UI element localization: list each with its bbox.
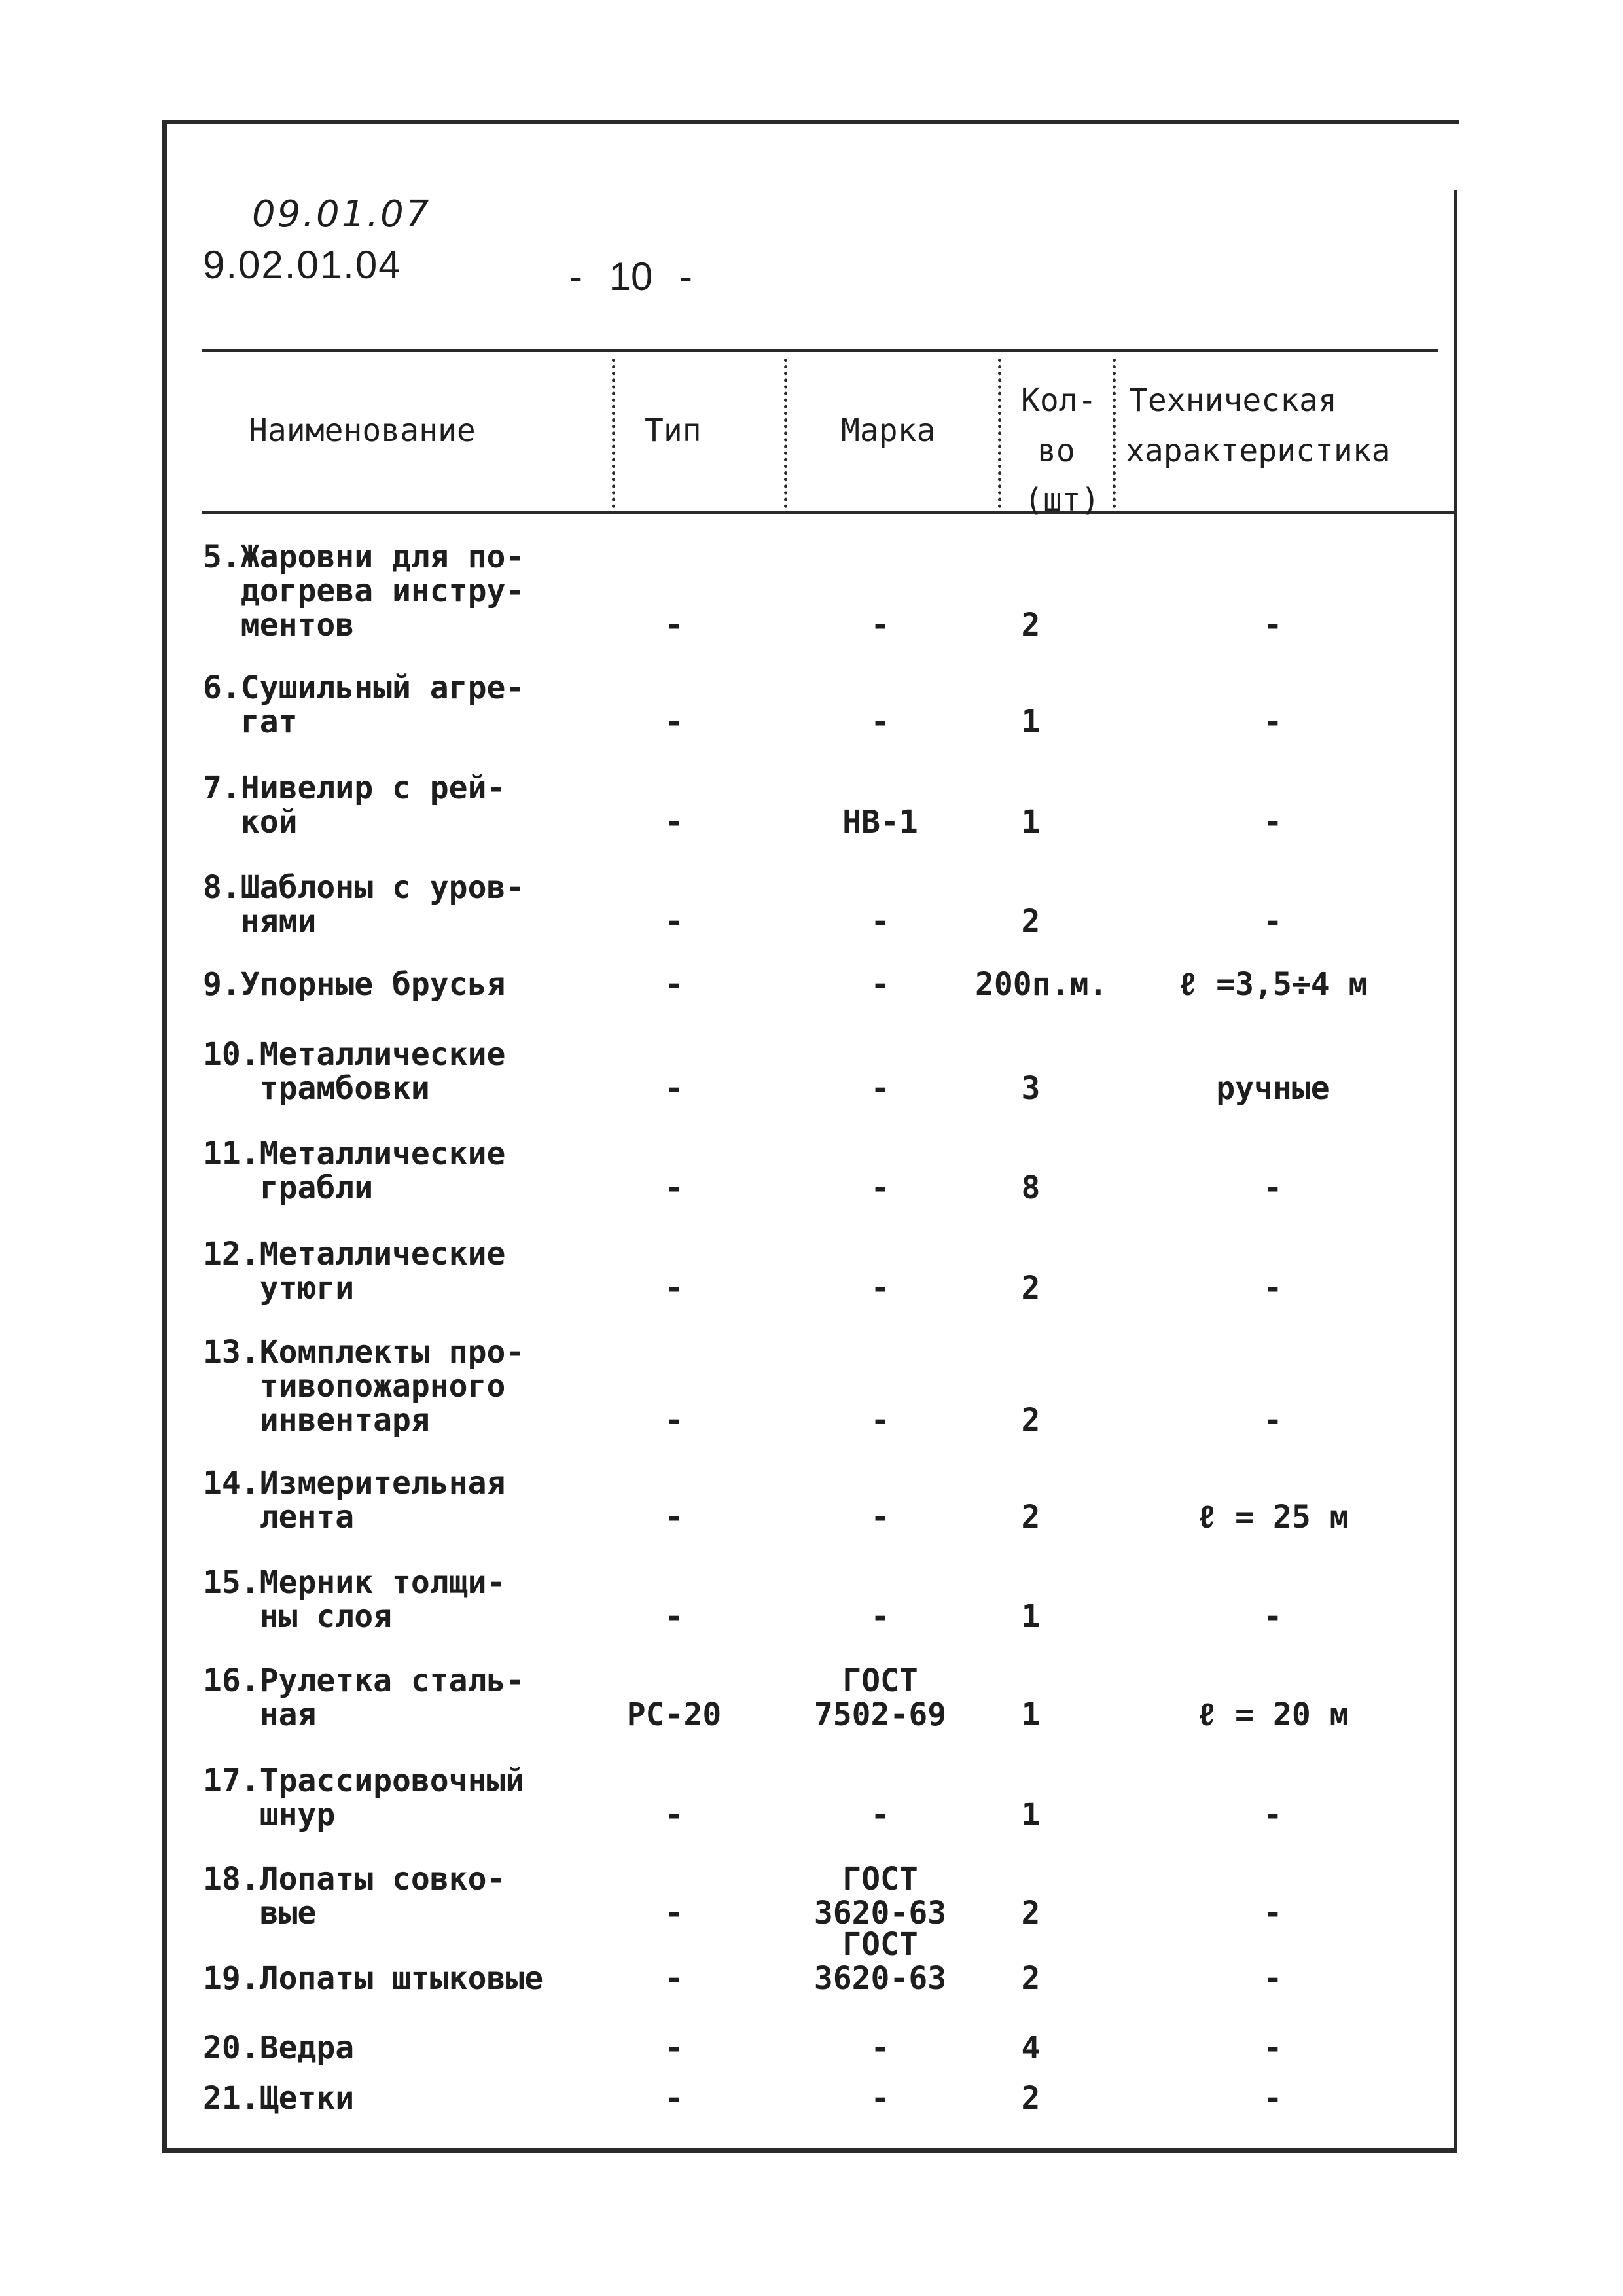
item-name: 14.Измерительная лента [203,1465,506,1535]
item-name: 15.Мерник толщи- ны слоя [203,1564,506,1635]
item-spec: - [1263,607,1283,643]
item-spec: - [1263,903,1283,940]
item-name: 8.Шаблоны с уров- нями [203,869,525,940]
item-quantity: 1 [1021,1598,1041,1635]
item-type: - [664,1402,684,1439]
item-spec: - [1263,1270,1283,1306]
item-spec: ℓ = 25 м [1197,1499,1349,1535]
item-name: 10.Металлические трамбовки [203,1036,506,1107]
item-spec: - [1263,1797,1283,1833]
item-type: - [664,1170,684,1206]
item-type: - [664,804,684,840]
item-brand: - [870,1402,890,1439]
item-spec: ручные [1216,1070,1330,1107]
item-quantity: 8 [1021,1170,1041,1206]
item-quantity: 1 [1021,804,1041,840]
item-quantity: 2 [1021,1499,1041,1535]
item-quantity: 2 [1021,2080,1041,2117]
item-name: 5.Жаровни для по- догрева инстру- ментов [203,539,525,643]
item-spec: ℓ = 20 м [1197,1696,1349,1733]
item-name: 9.Упорные брусья [203,966,506,1003]
item-type: - [664,1270,684,1306]
item-brand: - [870,1598,890,1635]
item-type: - [664,704,684,740]
column-separator [612,359,615,508]
frame-top-border [162,120,1459,124]
item-brand: - [870,1499,890,1535]
item-type: - [664,966,684,1003]
item-spec: - [1263,1598,1283,1635]
item-quantity: 2 [1021,903,1041,940]
item-brand: - [870,1270,890,1306]
column-separator [1113,359,1116,508]
item-type: - [664,1598,684,1635]
item-type: - [664,903,684,940]
column-header-qty-line: (шт) [1024,482,1100,518]
item-brand: - [870,1070,890,1107]
item-name: 6.Сушильный агре- гат [203,670,525,740]
item-brand: - [870,966,890,1003]
document-code-handwritten: 09.01.07 [252,193,431,236]
item-quantity: 1 [1021,1696,1041,1733]
item-spec: - [1263,1402,1283,1439]
item-type: - [664,607,684,643]
item-brand: - [870,607,890,643]
column-header-qty-line: во [1037,433,1075,469]
item-spec: - [1263,2080,1283,2117]
item-spec: - [1263,2030,1283,2066]
document-code: 9.02.01.04 [203,243,402,287]
item-type: - [664,1070,684,1107]
item-type: - [664,1499,684,1535]
column-separator [784,359,787,508]
frame-right-border [1454,190,1457,2153]
frame-bottom-border [162,2148,1457,2153]
item-name: 13.Комплекты про- тивопожарного инвентаря [203,1334,525,1439]
column-header-spec-line: Техническая [1129,382,1337,419]
item-name: 11.Металлические грабли [203,1136,506,1206]
item-quantity: 2 [1021,1402,1041,1439]
item-spec: - [1263,804,1283,840]
item-brand: НВ-1 [842,804,918,840]
item-type: - [664,1960,684,1997]
item-spec: ℓ =3,5÷4 м [1178,966,1368,1003]
item-type: - [664,2030,684,2066]
item-quantity: 2 [1021,1895,1041,1931]
item-quantity: 200п.м. [975,966,1108,1003]
item-quantity: 1 [1021,1797,1041,1833]
item-name: 21.Щетки [203,2080,355,2117]
item-type: - [664,1895,684,1931]
table-header-rule [202,511,1455,514]
item-quantity: 2 [1021,1270,1041,1306]
item-quantity: 2 [1021,1960,1041,1997]
column-header-qty-line: Кол- [1021,382,1097,419]
item-brand: - [870,2030,890,2066]
page-number: - 10 - [569,255,693,298]
item-spec: - [1263,1960,1283,1997]
item-name: 7.Нивелир с рей- кой [203,770,506,840]
column-header-spec-line: характеристика [1126,433,1391,469]
item-brand: ГОСТ 3620-63 [813,1926,947,1997]
column-separator [998,359,1001,508]
item-type: - [664,1797,684,1833]
table-top-rule [202,349,1438,352]
item-quantity: 4 [1021,2030,1041,2066]
item-quantity: 2 [1021,607,1041,643]
item-name: 16.Рулетка сталь- ная [203,1662,525,1733]
item-brand: - [870,1797,890,1833]
item-quantity: 3 [1021,1070,1041,1107]
item-spec: - [1263,704,1283,740]
column-header-brand: Марка [841,412,936,449]
item-spec: - [1263,1895,1283,1931]
item-name: 20.Ведра [203,2030,355,2066]
item-quantity: 1 [1021,704,1041,740]
item-brand: ГОСТ 7502-69 [813,1662,947,1733]
item-brand: - [870,1170,890,1206]
column-header-type: Тип [645,412,702,449]
item-name: 12.Металлические утюги [203,1236,506,1306]
item-name: 18.Лопаты совко- вые [203,1861,506,1931]
item-brand: - [870,704,890,740]
item-type: РС-20 [626,1696,722,1733]
column-header-name: Наименование [249,412,476,449]
item-type: - [664,2080,684,2117]
item-spec: - [1263,1170,1283,1206]
item-brand: - [870,903,890,940]
item-name: 19.Лопаты штыковые [203,1960,544,1997]
item-brand: ГОСТ 3620-63 [813,1861,947,1931]
frame-left-border [162,120,167,2153]
item-name: 17.Трассировочный шнур [203,1763,525,1833]
item-brand: - [870,2080,890,2117]
